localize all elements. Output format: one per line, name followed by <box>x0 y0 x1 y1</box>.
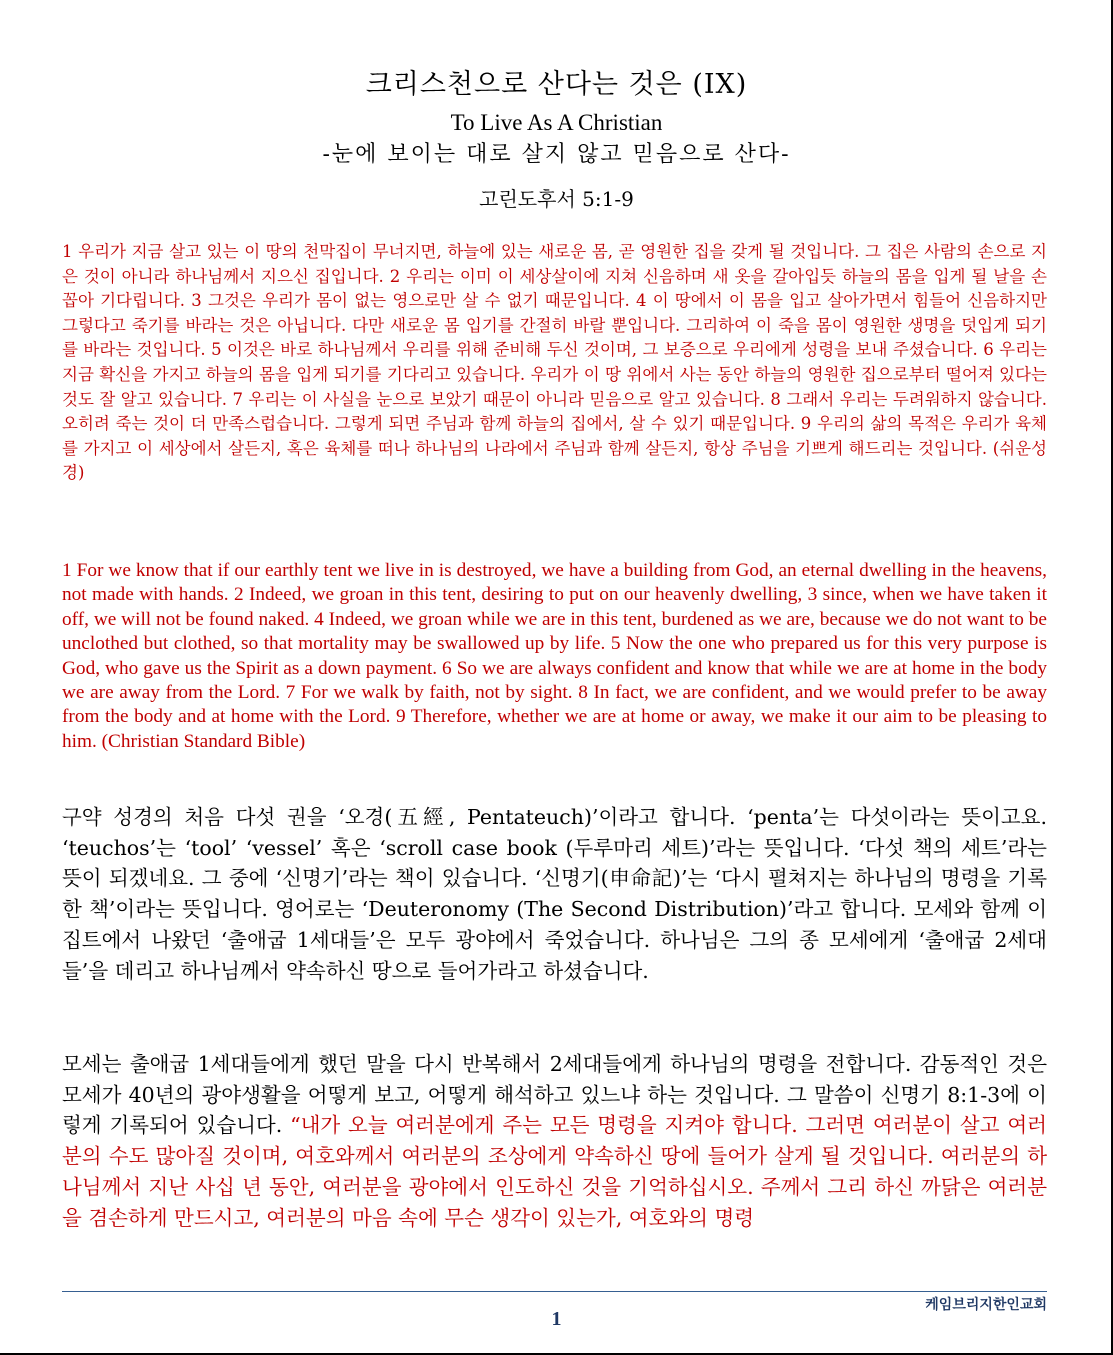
body-paragraph-2 <box>62 1049 1047 1233</box>
sermon-subtitle-korean: -눈에 보이는 대로 살지 않고 믿음으로 산다- <box>322 142 791 167</box>
page-number: 1 <box>551 1308 562 1330</box>
church-name: 케임브리지한인교회 <box>925 1297 1047 1313</box>
scripture-reference: 고린도후서 5:1-9 <box>479 187 634 211</box>
sermon-title: 크리스천으로 산다는 것은 (IX) <box>365 69 748 100</box>
body-paragraph-1: 구약 성경의 처음 다섯 권을 ‘오경(五經, Pentateuch)’이라고 합니다. ‘penta’는 다섯이라는 뜻이고요. ‘teuchos’는 ‘tool’ ‘vessel’ 혹은 ‘scroll case book (두루마리 세트)’라는 뜻입니다. ‘다섯 책의 세트’라는 뜻이 되겠네요. 그 중에 ‘신명기’라는 책이 있습니다. ‘신명기(申命記)’는 ‘다시 펼쳐지는 하나님의 명령을 기록한 책’이라는 뜻입니다. 영어로는 ‘Deuteronomy (The Second Distribution)’라고 합니다. 모세와 함께 이집트에서 나왔던 ‘출애굽 1세대들’은 모두 광야에서 죽었습니다. 하나님은 그의 종 모세에게 ‘출애굽 2세대들’을 데리고 하나님께서 약속하신 땅으로 들어가라고 하셨습니다. <box>62 805 1047 983</box>
body-paragraph-2-text: 모세는 출애굽 1세대들에게 했던 말을 다시 반복해서 2세대들에게 하나님의 명령을 전합니다. 감동적인 것은 모세가 40년의 광야생활을 어떻게 보고, 어떻게 해석하고 있느냐 하는 것입니다. 그 말씀이 신명기 8:1-3에 이렇게 기록되어 있습니다. <box>62 1052 1047 1138</box>
scripture-english-text: 1 For we know that if our earthly tent we live in is destroyed, we have a building from God, an eternal dwelling in the heavens, not made with hands. 2 Indeed, we groan in this tent, desiring to put on our heavenly dwelling, 3 since, when we have taken it off, we will not be found naked. 4 Indeed, we groan while we are in this tent, burdened as we are, because we do not want to be unclothed but clothed, so that mortality may be swallowed up by life. 5 Now the one who prepared us for this very purpose is God, who gave us the Spirit as a down payment. 6 So we are always confident and know that while we are at home in the body we are away from the Lord. 7 For we walk by faith, not by sight. 8 In fact, we are confident, and we would prefer to be away from the body and at home with the Lord. 9 Therefore, whether we are at home or away, we make it our aim to be pleasing to him. (Christian Standard Bible) <box>62 560 1047 752</box>
footer-divider <box>62 1291 1047 1292</box>
deuteronomy-quote: “내가 오늘 여러분에게 주는 모든 명령을 지켜야 합니다. 그러면 여러분이 살고 여러분의 수도 많아질 것이며, 여호와께서 여러분의 조상에게 약속하신 땅에 들어가 살게 될 것입니다. 여러분의 하나님께서 지난 사십 년 동안, 여러분을 광야에서 인도하신 것을 기억하십시오. 주께서 그리 하신 까닭은 여러분을 겸손하게 만드시고, 여러분의 마음 속에 무슨 생각이 있는가, 여호와의 명령 <box>62 1113 1047 1230</box>
scripture-korean-text: 1 우리가 지금 살고 있는 이 땅의 천막집이 무너지면, 하늘에 있는 새로운 몸, 곧 영원한 집을 갖게 될 것입니다. 그 집은 사람의 손으로 지은 것이 아니라 하나님께서 지으신 집입니다. 2 우리는 이미 이 세상살이에 지쳐 신음하며 새 옷을 갈아입듯 하늘의 몸을 입게 될 날을 손꼽아 기다립니다. 3 그것은 우리가 몸이 없는 영으로만 살 수 없기 때문입니다. 4 이 땅에서 이 몸을 입고 살아가면서 힘들어 신음하지만 그렇다고 죽기를 바라는 것은 아닙니다. 다만 새로운 몸 입기를 간절히 바랄 뿐입니다. 그리하여 이 죽을 몸이 영원한 생명을 덧입게 되기를 바라는 것입니다. 5 이것은 바로 하나님께서 우리를 위해 준비해 두신 것이며, 그 보증으로 우리에게 성령을 보내 주셨습니다. 6 우리는 지금 확신을 가지고 하늘의 몸을 입게 되기를 기다리고 있습니다. 우리가 이 땅 위에서 사는 동안 하늘의 영원한 집으로부터 떨어져 있다는 것도 잘 알고 있습니다. 7 우리는 이 사실을 눈으로 보았기 때문이 아니라 믿음으로 알고 있습니다. 8 그래서 우리는 두려워하지 않습니다. 오히려 죽는 것이 더 만족스럽습니다. 그렇게 되면 주님과 함께 하늘의 집에서, 살 수 있기 때문입니다. 9 우리의 삶의 목적은 우리가 육체를 가지고 이 세상에서 살든지, 혹은 육체를 떠나 하나님의 나라에서 주님과 함께 살든지, 항상 주님을 기쁘게 해드리는 것입니다. (쉬운성경) <box>62 242 1047 483</box>
sermon-subtitle-english: To Live As A Christian <box>450 110 663 135</box>
